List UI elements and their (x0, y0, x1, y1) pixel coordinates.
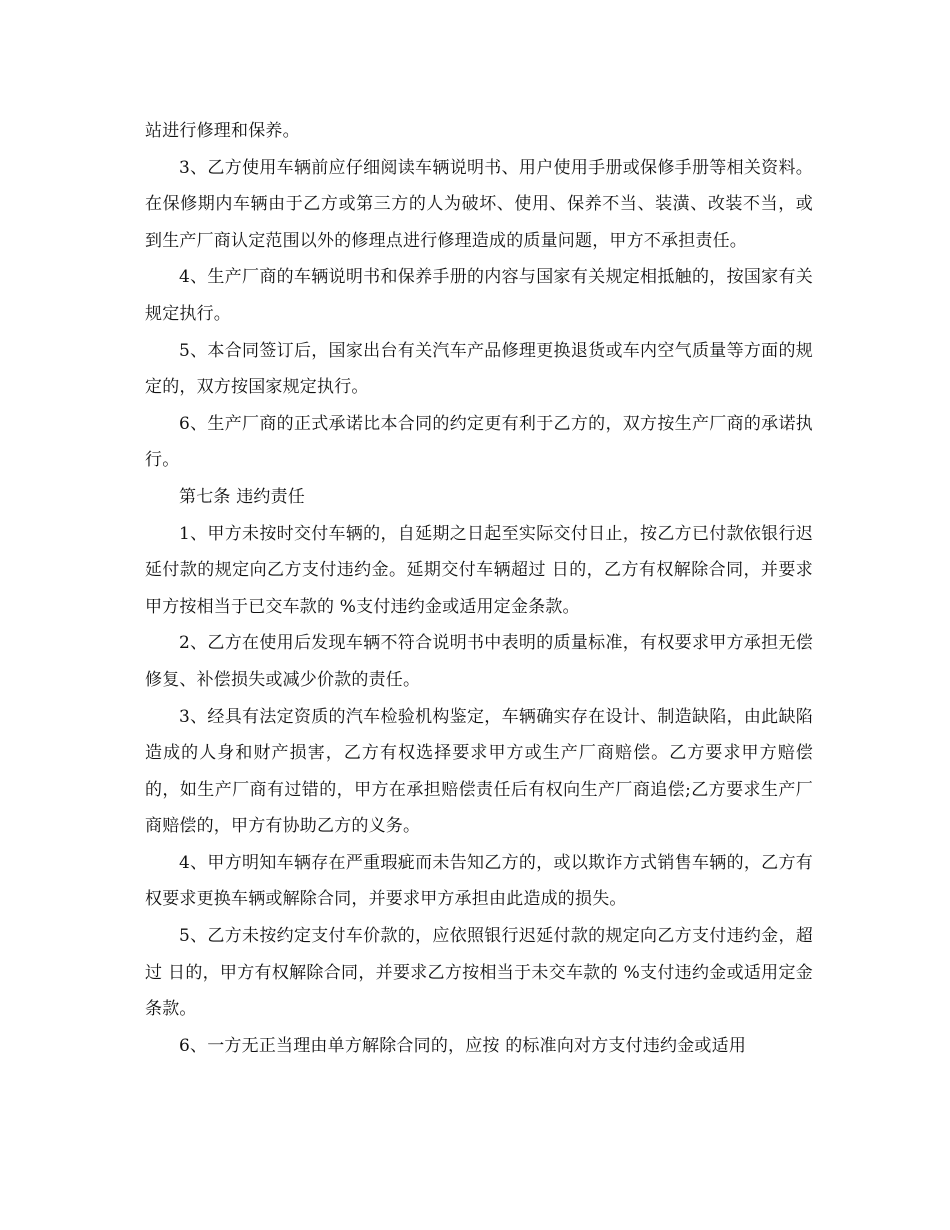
paragraph-breach-2-quality: 2、乙方在使用后发现车辆不符合说明书中表明的质量标准，有权要求甲方承担无偿修复、补偿损失或减少价款的责任。 (145, 633, 813, 690)
paragraph-breach-6-termination: 6、一方无正当理由单方解除合同的，应按 的标准向对方支付违约金或适用 (179, 1035, 747, 1056)
paragraph-clause-4-manual-conflict: 4、生产厂商的车辆说明书和保养手册的内容与国家有关规定相抵触的，按国家有关规定执行。 (145, 267, 813, 324)
section-heading-article-7: 第七条 违约责任 (179, 486, 306, 507)
paragraph-breach-5-late-payment: 5、乙方未按约定支付车价款的，应依照银行迟延付款的规定向乙方支付违约金，超过 日的，甲方有权解除合同，并要求乙方按相当于未交车款的 %支付违约金或适用定金条款。 (145, 926, 813, 1020)
paragraph-continuation: 站进行修理和保养。 (145, 121, 300, 141)
paragraph-clause-5-new-regulations: 5、本合同签订后，国家出台有关汽车产品修理更换退货或车内空气质量等方面的规定的，双方按国家规定执行。 (145, 340, 813, 398)
paragraph-clause-3-usage: 3、乙方使用车辆前应仔细阅读车辆说明书、用户使用手册或保修手册等相关资料。在保修期内车辆由于乙方或第三方的人为破坏、使用、保养不当、装潢、改装不当，或到生产厂商认定范围以外的修理点进行修理造成的质量问题，甲方不承担责任。 (145, 157, 813, 251)
paragraph-breach-1-late-delivery: 1、甲方未按时交付车辆的，自延期之日起至实际交付日止，按乙方已付款依银行迟延付款的规定向乙方支付违约金。延期交付车辆超过 日的，乙方有权解除合同，并要求甲方按相当于已交车款的 %支付违约金或适用定金条款。 (145, 523, 813, 617)
document-body (145, 113, 813, 1064)
paragraph-breach-4-fraud: 4、甲方明知车辆存在严重瑕疵而未告知乙方的，或以欺诈方式销售车辆的，乙方有权要求更换车辆或解除合同，并要求甲方承担由此造成的损失。 (145, 852, 813, 910)
paragraph-breach-3-defects: 3、经具有法定资质的汽车检验机构鉴定，车辆确实存在设计、制造缺陷，由此缺陷造成的人身和财产损害，乙方有权选择要求甲方或生产厂商赔偿。乙方要求甲方赔偿的，如生产厂商有过错的，甲方在承担赔偿责任后有权向生产厂商追偿;乙方要求生产厂商赔偿的，甲方有协助乙方的义务。 (145, 706, 813, 837)
paragraph-clause-6-manufacturer-promise: 6、生产厂商的正式承诺比本合同的约定更有利于乙方的，双方按生产厂商的承诺执行。 (145, 413, 813, 471)
